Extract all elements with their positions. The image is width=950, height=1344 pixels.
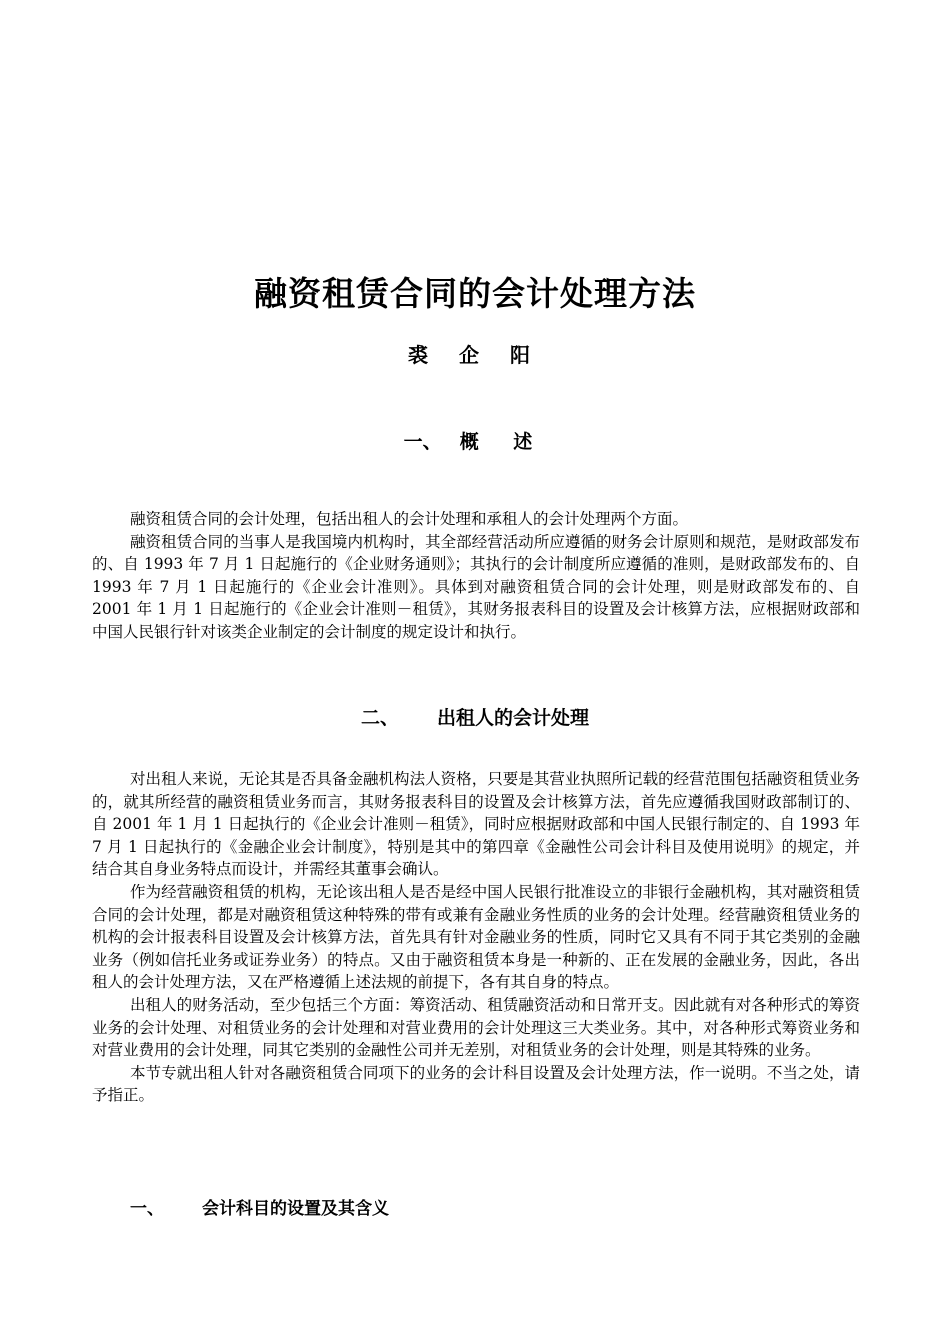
section-title: 出租人的会计处理 xyxy=(437,707,590,729)
paragraph: 融资租赁合同的当事人是我国境内机构时，其全部经营活动所应遵循的财务会计原则和规范，是财政部发布的、自 1993 年 7 月 1 日起施行的《企业财务通则》；其执行的会计制度所应遵循的准则，是财政部发布的、自 1993 年 7 月 1 日起施行的《企业会计准则》。具体到对融资租赁合同的会计处理，则是财政部发布的、自 2001 年 1 月 1 日起施行的《企业会计准则－租赁》，其财务报表科目的设置及会计核算方法，应根据财政部和中国人民银行针对该类企业制定的会计制度的规定设计和执行。 xyxy=(92,532,860,641)
paragraph: 融资租赁合同的会计处理，包括出租人的会计处理和承租人的会计处理两个方面。 xyxy=(130,510,689,528)
section-heading-overview xyxy=(0,428,950,456)
document-title: 融资租赁合同的会计处理方法 xyxy=(254,274,696,313)
paragraph: 出租人的财务活动，至少包括三个方面：筹资活动、租赁融资活动和日常开支。因此就有对各种形式的筹资业务的会计处理、对租赁业务的会计处理和对营业费用的会计处理这三大类业务。其中，对各种形式筹资业务和对营业费用的会计处理，同其它类别的金融性公司并无差别，对租赁业务的会计处理，则是其特殊的业务。 xyxy=(92,995,860,1060)
section-title: 概 述 xyxy=(459,431,547,453)
document-author: 裘 企 阳 xyxy=(408,343,542,367)
subsection-number: 一、 xyxy=(130,1199,164,1219)
paragraph: 本节专就出租人针对各融资租赁合同项下的业务的会计科目设置及会计处理方法，作一说明。不当之处，请予指正。 xyxy=(92,1063,860,1105)
paragraph: 作为经营融资租赁的机构，无论该出租人是否是经中国人民银行批准设立的非银行金融机构，其对融资租赁合同的会计处理，都是对融资租赁这种特殊的带有或兼有金融业务性质的业务的会计处理。经营融资租赁业务的机构的会计报表科目设置及会计核算方法，首先具有针对金融业务的性质，同时它又具有不同于其它类别的金融业务（例如信托业务或证券业务）的特点。又由于融资租赁本身是一种新的、正在发展的金融业务，因此，各出租人的会计处理方法，又在严格遵循上述法规的前提下，各有其自身的特点。 xyxy=(92,882,860,992)
section-number: 二、 xyxy=(360,707,399,729)
paragraph: 对出租人来说，无论其是否具备金融机构法人资格，只要是其营业执照所记载的经营范围包括融资租赁业务的，就其所经营的融资租赁业务而言，其财务报表科目的设置及会计核算方法，首先应遵循我国财政部制订的、自 2001 年 1 月 1 日起执行的《企业会计准则－租赁》，同时应根据财政部和中国人民银行制定的、自 1993 年 7 月 1 日起执行的《金融企业会计制度》，特别是其中的第四章《金融性公司会计科目及使用说明》的规定，并结合其自身业务特点而设计，并需经其董事会确认。 xyxy=(92,770,860,879)
section-heading-lessor xyxy=(0,704,950,732)
section-body-overview xyxy=(92,508,860,644)
subsection-heading-accounts xyxy=(130,1196,389,1222)
section-number: 一、 xyxy=(403,431,442,453)
subsection-title: 会计科目的设置及其含义 xyxy=(202,1199,389,1219)
section-body-lessor xyxy=(92,768,860,1107)
